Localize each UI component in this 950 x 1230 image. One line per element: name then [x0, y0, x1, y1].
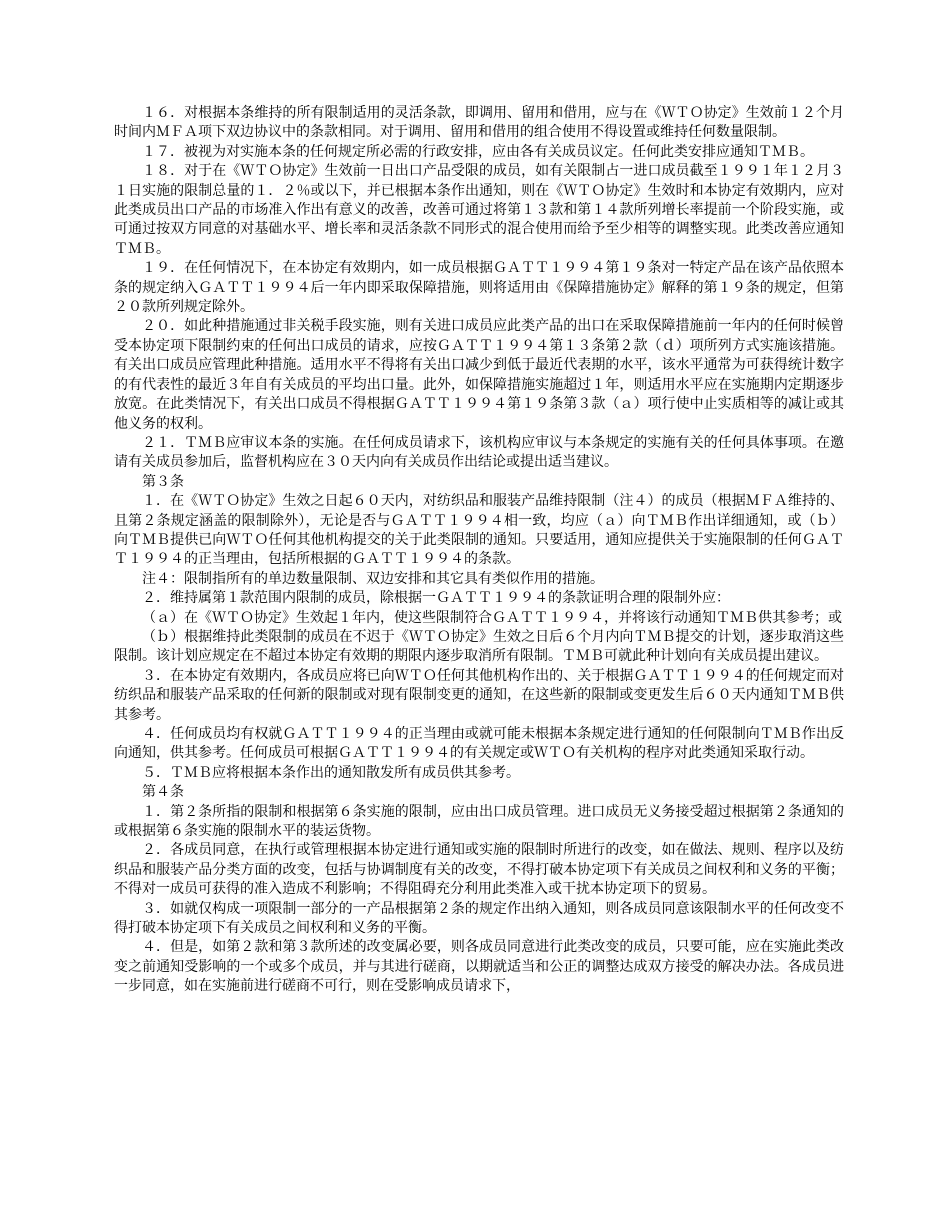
- article-3-paragraph-4: ４．任何成员均有权就ＧＡＴＴ１９９４的正当理由或就可能未根据本条规定进行通知的任何限制向ＴＭＢ作出反向通知，供其参考。任何成员可根据ＧＡＴＴ１９９４的有关规定或ＷＴＯ有关机构的程序对此类通知采取行动。: [114, 726, 844, 762]
- article-4-paragraph-3: ３．如就仅构成一项限制一部分的一产品根据第２条的规定作出纳入通知，则各成员同意该限制水平的任何改变不得打破本协定项下有关成员之间权利和义务的平衡。: [114, 900, 844, 937]
- paragraph-19: １９．在任何情况下，在本协定有效期内，如一成员根据ＧＡＴＴ１９９４第１９条对一特定产品在该产品依照本条的规定纳入ＧＡＴＴ１９９４后一年内即采取保障措施，则将适用由《保障措施协定》解释的第１９条的规定，但第２０款所列规定除外。: [114, 260, 844, 316]
- article-3-paragraph-5: ５．ＴＭＢ应将根据本条作出的通知散发所有成员供其参考。: [142, 764, 520, 781]
- paragraph-21: ２１．ＴＭＢ应审议本条的实施。在任何成员请求下，该机构应审议与本条规定的实施有关的任何具体事项。在邀请有关成员参加后，监督机构应在３０天内向有关成员作出结论或提出适当建议。: [114, 434, 844, 471]
- footnote-4: 注４：限制指所有的单边数量限制、双边安排和其它具有类似作用的措施。: [142, 570, 604, 587]
- paragraph-17: １７．被视为对实施本条的任何规定所必需的行政安排，应由各有关成员议定。任何此类安排应通知ＴＭＢ。: [142, 143, 814, 160]
- paragraph-18: １８．对于在《ＷＴＯ协定》生效前一日出口产品受限的成员，如有关限制占一进口成员截至１９９１年１２月３１日实施的限制总量的１．２％或以下，并已根据本条作出通知，则在《ＷＴＯ协定》生效时和本协定有效期内，应对此类成员出口产品的市场准入作出有意义的改善，改善可通过将第１３款和第１４款所列增长率提前一个阶段实施，或可通过按双方同意的对基础水平、增长率和灵活条款不同形式的混合使用而给予至少相等的调整实现。此类改善应通知ＴＭＢ。: [114, 163, 844, 257]
- article-3-heading: 第３条: [142, 473, 184, 490]
- article-3-paragraph-2a: （ａ）在《ＷＴＯ协定》生效起１年内，使这些限制符合ＧＡＴＴ１９９４，并将该行动通知ＴＭＢ供其参考；或: [142, 609, 842, 626]
- article-3-paragraph-2b: （ｂ）根据维持此类限制的成员在不迟于《ＷＴＯ协定》生效之日后６个月内向ＴＭＢ提交的计划，逐步取消这些限制。该计划应规定在不超过本协定有效期的期限内逐步取消所有限制。ＴＭＢ可就此种计划向有关成员提出建议。: [114, 628, 844, 665]
- article-4-heading: 第４条: [142, 784, 184, 801]
- article-4-paragraph-4: ４．但是，如第２款和第３款所述的改变属必要，则各成员同意进行此类改变的成员，只要可能，应在实施此类改变之前通知受影响的一个或多个成员，并与其进行磋商，以期就适当和公正的调整达成双方接受的解决办法。各成员进一步同意，如在实施前进行磋商不可行，则在受影响成员请求下，: [114, 939, 844, 995]
- paragraph-20: ２０．如此种措施通过非关税手段实施，则有关进口成员应此类产品的出口在采取保障措施前一年内的任何时候曾受本协定项下限制约束的任何出口成员的请求，应按ＧＡＴＴ１９９４第１３条第２款（ｄ）项所列方式实施该措施。有关出口成员应管理此种措施。适用水平不得将有关出口减少到低于最近代表期的水平，该水平通常为可获得统计数字的有代表性的最近３年自有关成员的平均出口量。此外，如保障措施实施超过１年，则适用水平应在实施期内定期逐步放宽。在此类情况下，有关出口成员不得根据ＧＡＴＴ１９９４第１９条第３款（ａ）项行使中止实质相等的减让或其他义务的权利。: [114, 318, 844, 432]
- article-3-paragraph-1: １．在《ＷＴＯ协定》生效之日起６０天内，对纺织品和服装产品维持限制（注４）的成员（根据ＭＦＡ维持的、且第２条规定涵盖的限制除外），无论是否与ＧＡＴＴ１９９４相一致，均应（ａ）向ＴＭＢ作出详细通知，或（ｂ）向ＴＭＢ提供已向ＷＴＯ任何其他机构提交的关于此类限制的通知。只要适用，通知应提供关于实施限制的任何ＧＡＴＴ１９９４的正当理由，包括所根据的ＧＡＴＴ１９９４的条款。: [114, 493, 844, 568]
- article-4-paragraph-2: ２．各成员同意，在执行或管理根据本协定进行通知或实施的限制时所进行的改变，如在做法、规则、程序以及纺织品和服装产品分类方面的改变，包括与协调制度有关的改变，不得打破本协定项下有关成员之间权利和义务的平衡；不得对一成员可获得的准入造成不利影响；不得阻碍充分利用此类准入或干扰本协定项下的贸易。: [114, 842, 844, 898]
- article-3-paragraph-3: ３．在本协定有效期内，各成员应将已向ＷＴＯ任何其他机构作出的、关于根据ＧＡＴＴ１９９４的任何规定而对纺织品和服装产品采取的任何新的限制或对现有限制变更的通知，在这些新的限制或变更发生后６０天内通知ＴＭＢ供其参考。: [114, 667, 844, 723]
- article-4-paragraph-1: １．第２条所指的限制和根据第６条实施的限制，应由出口成员管理。进口成员无义务接受超过根据第２条通知的或根据第６条实施的限制水平的装运货物。: [114, 803, 844, 840]
- document-page: [114, 104, 844, 997]
- paragraph-16: １６．对根据本条维持的所有限制适用的灵活条款，即调用、留用和借用，应与在《ＷＴＯ协定》生效前１２个月时间内ＭＦＡ项下双边协议中的条款相同。对于调用、留用和借用的组合使用不得设置或维持任何数量限制。: [114, 105, 844, 141]
- article-3-paragraph-2: ２．维持属第１款范围内限制的成员，除根据一ＧＡＴＴ１９９４的条款证明合理的限制外应：: [142, 590, 730, 607]
